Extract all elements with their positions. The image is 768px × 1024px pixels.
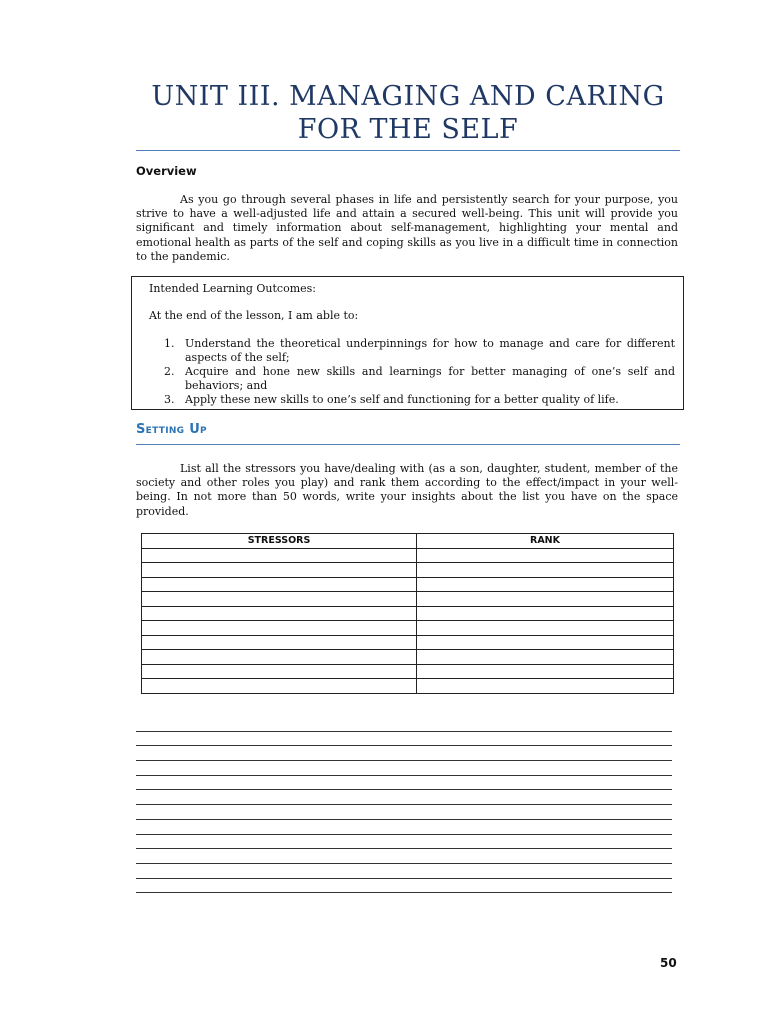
writing-line[interactable] bbox=[136, 717, 672, 732]
writing-line[interactable] bbox=[136, 805, 672, 820]
table-row bbox=[142, 592, 674, 607]
rank-cell[interactable] bbox=[417, 577, 674, 592]
outcome-number: 2. bbox=[164, 365, 175, 378]
table-row bbox=[142, 563, 674, 578]
outcome-item bbox=[164, 337, 675, 365]
writing-line[interactable] bbox=[136, 746, 672, 761]
stressor-cell[interactable] bbox=[142, 592, 417, 607]
title-divider bbox=[136, 150, 680, 151]
stressor-cell[interactable] bbox=[142, 563, 417, 578]
unit-title bbox=[136, 80, 680, 146]
stressor-cell[interactable] bbox=[142, 621, 417, 636]
outcomes-list bbox=[164, 337, 675, 407]
stressor-cell[interactable] bbox=[142, 650, 417, 665]
stressor-cell[interactable] bbox=[142, 577, 417, 592]
setting-up-divider bbox=[136, 444, 680, 445]
overview-text: As you go through several phases in life and persistently search for your purpose, you strive to have a well-adjusted life and attain a secured well-being. This unit will provide you significant and timely information about self-management, highlighting your mental and emotional health as parts of the self and coping skills as you live in a difficult time in connection to the pandemic. bbox=[136, 193, 678, 263]
writing-line[interactable] bbox=[136, 776, 672, 791]
writing-line[interactable] bbox=[136, 820, 672, 835]
setting-up-text: List all the stressors you have/dealing with (as a son, daughter, student, member of the society and other roles you play) and rank them according to the effect/impact in your well-being. In not more than 50 words, write your insights about the list you have on the space provided. bbox=[136, 462, 678, 518]
stressors-table-body bbox=[142, 548, 674, 693]
outcome-number: 3. bbox=[164, 393, 175, 406]
stressors-column-header: STRESSORS bbox=[142, 534, 417, 549]
table-row bbox=[142, 548, 674, 563]
setting-up-heading: Setting Up bbox=[136, 422, 207, 437]
writing-line[interactable] bbox=[136, 761, 672, 776]
rank-cell[interactable] bbox=[417, 606, 674, 621]
outcomes-intro: At the end of the lesson, I am able to: bbox=[149, 309, 359, 322]
learning-outcomes-box bbox=[131, 276, 684, 410]
stressor-cell[interactable] bbox=[142, 679, 417, 694]
table-row bbox=[142, 679, 674, 694]
outcome-item bbox=[164, 365, 675, 393]
table-row bbox=[142, 606, 674, 621]
outcome-text: Understand the theoretical underpinnings for how to manage and care for different aspects of the self; bbox=[185, 337, 675, 364]
writing-line[interactable] bbox=[136, 879, 672, 894]
table-row bbox=[142, 664, 674, 679]
stressor-cell[interactable] bbox=[142, 664, 417, 679]
writing-line[interactable] bbox=[136, 732, 672, 747]
stressors-table bbox=[141, 533, 674, 694]
outcomes-title: Intended Learning Outcomes: bbox=[149, 282, 316, 295]
rank-cell[interactable] bbox=[417, 664, 674, 679]
rank-cell[interactable] bbox=[417, 650, 674, 665]
table-row bbox=[142, 635, 674, 650]
rank-cell[interactable] bbox=[417, 635, 674, 650]
outcome-item bbox=[164, 393, 675, 407]
stressor-cell[interactable] bbox=[142, 635, 417, 650]
outcome-number: 1. bbox=[164, 337, 175, 350]
rank-cell[interactable] bbox=[417, 548, 674, 563]
writing-line[interactable] bbox=[136, 790, 672, 805]
stressor-cell[interactable] bbox=[142, 548, 417, 563]
unit-title-line-1: UNIT III. MANAGING AND CARING bbox=[151, 81, 665, 112]
table-row bbox=[142, 650, 674, 665]
table-header-row bbox=[142, 534, 674, 549]
table-row bbox=[142, 577, 674, 592]
overview-heading: Overview bbox=[136, 164, 197, 178]
outcome-text: Acquire and hone new skills and learnings for better managing of one’s self and behaviors; and bbox=[185, 365, 675, 392]
stressor-cell[interactable] bbox=[142, 606, 417, 621]
writing-line[interactable] bbox=[136, 864, 672, 879]
setting-up-paragraph bbox=[136, 462, 678, 519]
overview-paragraph bbox=[136, 193, 678, 264]
rank-cell[interactable] bbox=[417, 592, 674, 607]
rank-cell[interactable] bbox=[417, 621, 674, 636]
page-number: 50 bbox=[660, 956, 677, 970]
rank-cell[interactable] bbox=[417, 563, 674, 578]
insights-writing-area bbox=[136, 717, 672, 893]
table-row bbox=[142, 621, 674, 636]
rank-column-header: RANK bbox=[417, 534, 674, 549]
writing-line[interactable] bbox=[136, 849, 672, 864]
writing-line[interactable] bbox=[136, 835, 672, 850]
outcome-text: Apply these new skills to one’s self and functioning for a better quality of life. bbox=[185, 393, 619, 406]
unit-title-line-2: FOR THE SELF bbox=[297, 114, 519, 145]
rank-cell[interactable] bbox=[417, 679, 674, 694]
